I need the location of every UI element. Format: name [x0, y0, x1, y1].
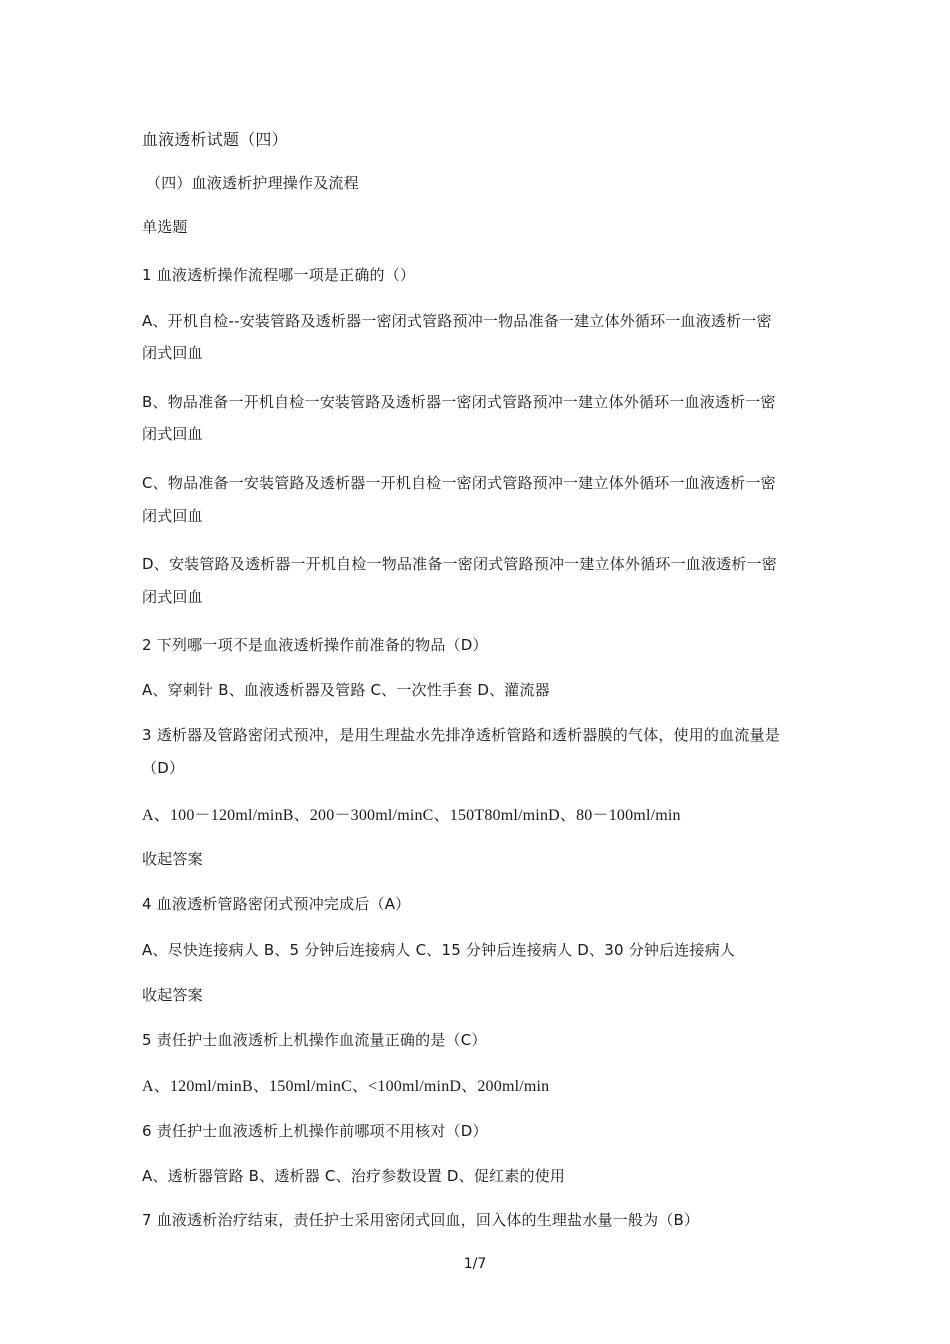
- question-6-stem: 6 责任护士血液透析上机操作前哪项不用核对（D）: [142, 1122, 488, 1140]
- question-1-option-c: C、物品准备一安装管路及透析器一开机自检一密闭式管路预冲一建立体外循环一血液透析一密: [142, 474, 776, 492]
- question-3-collapse-answer[interactable]: 收起答案: [142, 850, 203, 868]
- question-1-option-a-cont: 闭式回血: [142, 344, 203, 362]
- question-1-option-c-cont: 闭式回血: [142, 507, 203, 525]
- question-2-options: A、穿刺针 B、血液透析器及管路 C、一次性手套 D、灌流器: [142, 681, 550, 699]
- question-1-option-d: D、安装管路及透析器一开机自检一物品准备一密闭式管路预冲一建立体外循环一血液透析一密: [142, 555, 777, 573]
- question-2-stem: 2 下列哪一项不是血液透析操作前准备的物品（D）: [142, 636, 488, 654]
- document-title: 血液透析试题（四）: [142, 130, 288, 149]
- section-heading: （四）血液透析护理操作及流程: [146, 174, 359, 192]
- question-5-options: A、120ml/minB、150ml/minC、<100ml/minD、200ml/min: [142, 1078, 550, 1095]
- question-1-stem: 1 血液透析操作流程哪一项是正确的（）: [142, 266, 416, 284]
- page-number: 1/7: [463, 1256, 487, 1272]
- question-1-option-d-cont: 闭式回血: [142, 588, 203, 606]
- question-5-stem: 5 责任护士血液透析上机操作血流量正确的是（C）: [142, 1031, 487, 1049]
- question-7-stem: 7 血液透析治疗结束，责任护士采用密闭式回血，回入体的生理盐水量一般为（B）: [142, 1211, 700, 1229]
- question-3-options: A、100－120ml/minB、200－300ml/minC、150T80ml/minD、80－100ml/min: [142, 807, 681, 824]
- question-1-option-b-cont: 闭式回血: [142, 425, 203, 443]
- question-type-label: 单选题: [142, 218, 188, 236]
- question-3-stem-cont: （D）: [142, 759, 185, 777]
- question-1-option-a: A、开机自检--安装管路及透析器一密闭式管路预冲一物品准备一建立体外循环一血液透析一密: [142, 312, 772, 330]
- question-1-option-b: B、物品准备一开机自检一安装管路及透析器一密闭式管路预冲一建立体外循环一血液透析一密: [142, 393, 776, 411]
- question-6-options: A、透析器管路 B、透析器 C、治疗参数设置 D、促红素的使用: [142, 1167, 566, 1185]
- question-3-stem: 3 透析器及管路密闭式预冲，是用生理盐水先排净透析管路和透析器膜的气体，使用的血流量是: [142, 726, 780, 744]
- question-4-options: A、尽快连接病人 B、5 分钟后连接病人 C、15 分钟后连接病人 D、30 分钟后连接病人: [142, 941, 736, 959]
- question-4-stem: 4 血液透析管路密闭式预冲完成后（A）: [142, 895, 411, 913]
- question-4-collapse-answer[interactable]: 收起答案: [142, 986, 203, 1004]
